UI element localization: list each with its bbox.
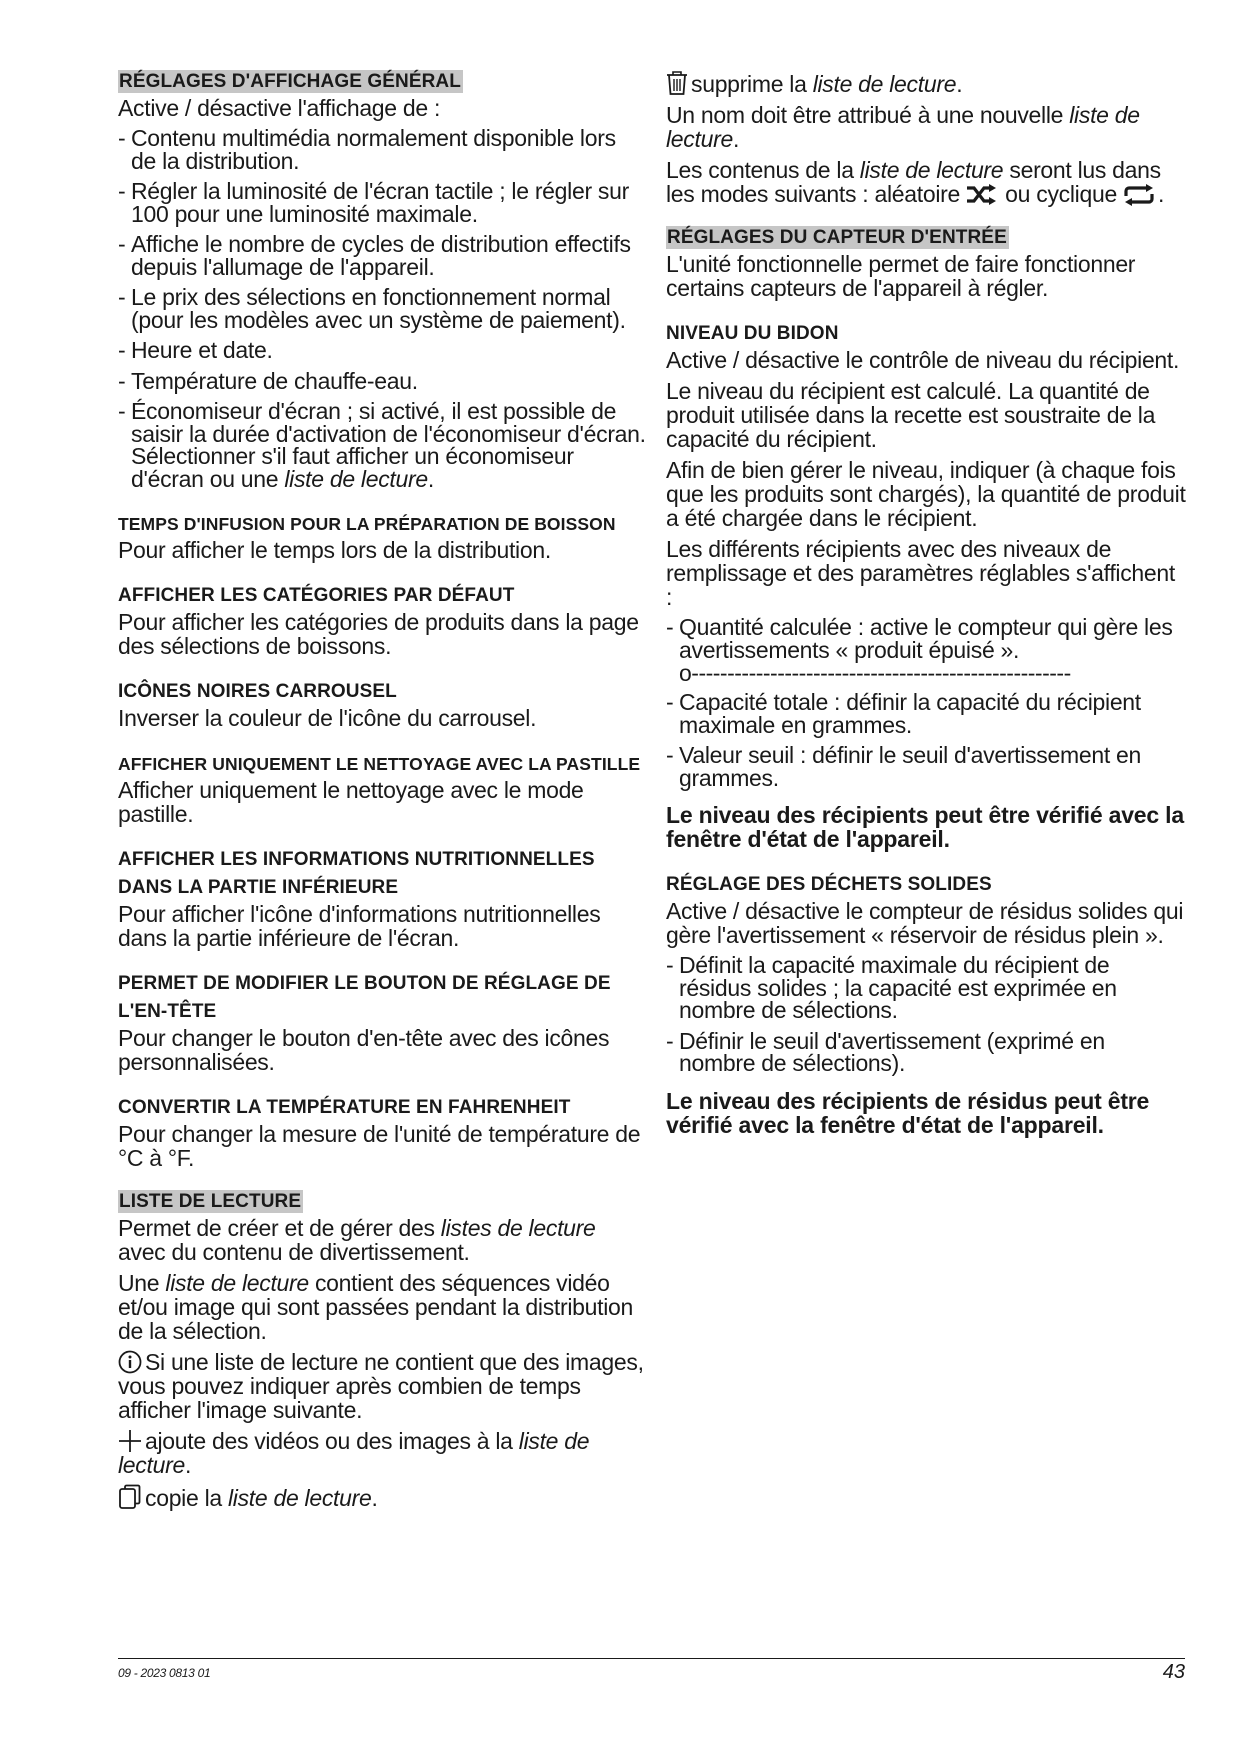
text-run: copie la	[145, 1485, 228, 1511]
section-heading: RÉGLAGE DES DÉCHETS SOLIDES	[666, 874, 992, 895]
text-run: .	[956, 71, 963, 97]
section-text: Afficher uniquement le nettoyage avec le mode pastille.	[118, 777, 584, 827]
list-item: - Température de chauffe-eau.	[118, 370, 646, 393]
list-item: - Valeur seuil : définir le seuil d'avertissement en grammes.	[666, 744, 1186, 789]
trash-icon	[666, 70, 688, 96]
section-general-display	[118, 70, 646, 490]
section-infusion-time	[118, 510, 646, 562]
text-run: Un nom doit être attribué à une nouvelle	[666, 102, 1070, 128]
text-run: avec du contenu de divertissement.	[118, 1239, 470, 1265]
playlist-delete-note	[666, 70, 1186, 96]
section-input-sensor	[666, 226, 1186, 300]
list-item: - Régler la luminosité de l'écran tactile ; le régler sur 100 pour une luminosité maximale.	[118, 180, 646, 225]
waste-note: Le niveau des récipients de résidus peut être vérifié avec la fenêtre d'état de l'appareil.	[666, 1087, 1150, 1138]
section-text: Pour changer la mesure de l'unité de température de °C à °F.	[118, 1121, 641, 1171]
canister-note: Le niveau des récipients peut être vérifié avec la fenêtre d'état de l'appareil.	[666, 802, 1184, 852]
playlist-info-note	[118, 1350, 646, 1422]
text-run: supprime la	[691, 71, 813, 97]
emphasis: liste de lecture	[666, 102, 1140, 152]
emphasis: liste de lecture	[812, 71, 957, 97]
text-run: Les contenus de la	[666, 157, 860, 183]
playlist-intro	[118, 1216, 646, 1264]
settings-list	[666, 954, 1186, 1075]
section-tablet-cleaning	[118, 750, 646, 826]
paragraph: Afin de bien gérer le niveau, indiquer (à chaque fois que les produits sont chargés), la quantité de produit a été chargée dans le récipient.	[666, 457, 1186, 531]
section-heading: CONVERTIR LA TEMPÉRATURE EN FAHRENHEIT	[118, 1097, 571, 1118]
section-text: Pour afficher l'icône d'informations nutritionnelles dans la partie inférieure de l'écran.	[118, 901, 601, 951]
emphasis: listes de lecture	[440, 1215, 596, 1241]
section-heading: LISTE DE LECTURE	[119, 1191, 302, 1212]
info-icon	[118, 1350, 142, 1374]
playlist-copy-note	[118, 1484, 646, 1510]
emphasis: liste de lecture	[284, 465, 428, 492]
list-item: - Quantité calculée : active le compteur qui gère les avertissements « produit épuisé ».	[666, 616, 1186, 661]
repeat-icon	[1123, 184, 1155, 206]
list-item: - Définir le seuil d'avertissement (exprimé en nombre de sélections).	[666, 1030, 1186, 1075]
list-item	[118, 400, 646, 490]
left-column	[118, 70, 646, 1517]
section-text: Pour afficher les catégories de produits dans la page des sélections de boissons.	[118, 609, 639, 659]
emphasis: liste de lecture	[227, 1485, 372, 1511]
text-run: Permet de créer et de gérer des	[118, 1215, 441, 1241]
section-heading: PERMET DE MODIFIER LE BOUTON DE RÉGLAGE DE L'EN-TÊTE	[118, 973, 611, 1022]
text-run: contient des séquences vidéo et/ou image qui sont passées pendant la distribution de la sélection.	[118, 1270, 634, 1344]
section-intro: Active / désactive l'affichage de :	[118, 95, 441, 121]
document-code: 09 - 2023 0813 01	[118, 1666, 211, 1680]
section-nutrition-info	[118, 846, 646, 950]
option-list	[118, 127, 646, 490]
shuffle-icon	[966, 184, 996, 206]
section-carousel-icons	[118, 678, 646, 730]
copy-icon	[118, 1484, 142, 1510]
text-run: .	[427, 465, 434, 492]
section-text: Inverser la couleur de l'icône du carrousel.	[118, 705, 537, 731]
screensaver-subtext	[131, 443, 574, 492]
section-heading: RÉGLAGES DU CAPTEUR D'ENTRÉE	[667, 227, 1007, 248]
section-playlist	[118, 1190, 646, 1510]
text-run: Sélectionner s'il faut afficher un économiseur d'écran ou une	[131, 443, 574, 492]
paragraph: Active / désactive le contrôle de niveau du récipient.	[666, 347, 1180, 373]
list-item: - Capacité totale : définir la capacité du récipient maximale en grammes.	[666, 691, 1186, 736]
text-run: seront lus dans les modes suivants : aléatoire	[666, 157, 1161, 207]
section-solid-waste	[666, 871, 1186, 1137]
text-run: ou cyclique	[999, 181, 1124, 207]
emphasis: liste de lecture	[859, 157, 1004, 183]
section-heading: RÉGLAGES D'AFFICHAGE GÉNÉRAL	[119, 71, 461, 92]
section-canister-level	[666, 320, 1186, 851]
text-run: .	[371, 1485, 378, 1511]
section-default-categories	[118, 582, 646, 658]
playlist-name-note	[666, 103, 1186, 151]
text-run: .	[1158, 181, 1165, 207]
section-heading: AFFICHER UNIQUEMENT LE NETTOYAGE AVEC LA PASTILLE	[118, 754, 641, 774]
screensaver-text: Économiseur d'écran ; si activé, il est possible de saisir la durée d'activation de l'économiseur d'écran.	[131, 398, 646, 447]
text-run: Une	[118, 1270, 166, 1296]
page-number: 43	[1162, 1661, 1185, 1683]
dashed-separator: o-----------------------------------------------------	[679, 663, 1071, 683]
section-heading: TEMPS D'INFUSION POUR LA PRÉPARATION DE BOISSON	[118, 514, 616, 534]
settings-list	[666, 616, 1186, 661]
paragraph: Active / désactive le compteur de résidus solides qui gère l'avertissement « réservoir de résidus plein ».	[666, 898, 1184, 948]
section-header-button	[118, 970, 646, 1074]
section-heading: NIVEAU DU BIDON	[666, 323, 839, 344]
emphasis: liste de lecture	[118, 1428, 590, 1478]
section-playlist-continued	[666, 70, 1186, 206]
list-item: - Affiche le nombre de cycles de distribution effectifs depuis l'allumage de l'appareil.	[118, 233, 646, 278]
section-heading: AFFICHER LES CATÉGORIES PAR DÉFAUT	[118, 585, 515, 606]
playlist-modes-note	[666, 158, 1186, 206]
section-text: Pour afficher le temps lors de la distribution.	[118, 537, 551, 563]
right-column	[666, 70, 1186, 1157]
emphasis: liste de lecture	[165, 1270, 309, 1296]
paragraph: Les différents récipients avec des niveaux de remplissage et des paramètres réglables s'affichent :	[666, 536, 1175, 610]
text-run: .	[184, 1452, 192, 1478]
footer-divider	[118, 1658, 1185, 1659]
text-run: .	[732, 126, 740, 152]
text-run: ajoute des vidéos ou des images à la	[145, 1428, 519, 1454]
playlist-description	[118, 1271, 646, 1343]
plus-icon	[118, 1429, 142, 1453]
list-item: - Définit la capacité maximale du récipient de résidus solides ; la capacité est exprimée en nombre de sélections.	[666, 954, 1186, 1022]
list-item: - Heure et date.	[118, 339, 646, 362]
settings-list	[666, 691, 1186, 789]
section-fahrenheit	[118, 1094, 646, 1170]
text-run: Si une liste de lecture ne contient que des images, vous pouvez indiquer après combien de temps afficher l'image suivante.	[118, 1349, 644, 1423]
playlist-add-note	[118, 1429, 646, 1477]
section-heading: ICÔNES NOIRES CARROUSEL	[118, 681, 397, 702]
section-text: L'unité fonctionnelle permet de faire fonctionner certains capteurs de l'appareil à régler.	[666, 251, 1136, 301]
section-text: Pour changer le bouton d'en-tête avec des icônes personnalisées.	[118, 1025, 610, 1075]
paragraph: Le niveau du récipient est calculé. La quantité de produit utilisée dans la recette est soustraite de la capacité du récipient.	[666, 378, 1156, 452]
list-item: - Le prix des sélections en fonctionnement normal (pour les modèles avec un système de paiement).	[118, 286, 646, 331]
section-heading: AFFICHER LES INFORMATIONS NUTRITIONNELLES DANS LA PARTIE INFÉRIEURE	[118, 849, 595, 898]
list-item: - Contenu multimédia normalement disponible lors de la distribution.	[118, 127, 646, 172]
